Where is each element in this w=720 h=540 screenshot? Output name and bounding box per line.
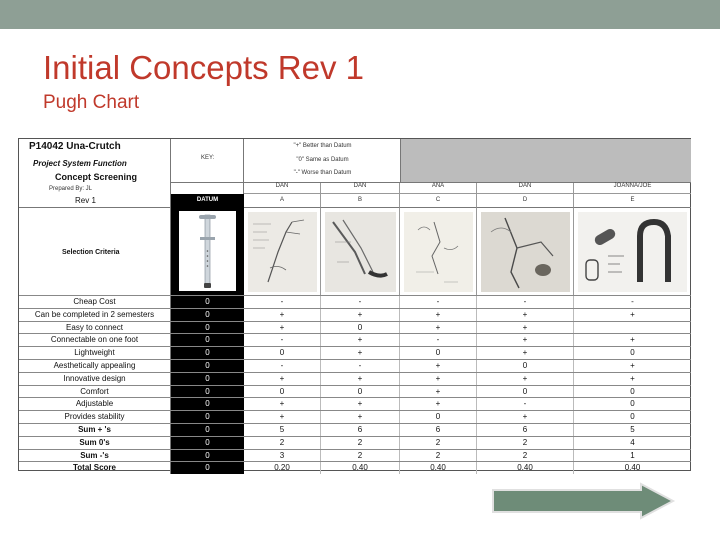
concept-author: DAN <box>321 183 400 193</box>
concept-score: + <box>321 373 400 385</box>
concept-d-sketch <box>477 207 574 295</box>
criterion-label: Can be completed in 2 semesters <box>19 309 171 321</box>
sketch-image <box>578 212 687 292</box>
criterion-label: Easy to connect <box>19 322 171 334</box>
concept-score: 2 <box>477 450 574 462</box>
criterion-label: Aesthetically appealing <box>19 360 171 372</box>
datum-score: 0 <box>171 334 244 346</box>
concept-score: 6 <box>400 424 477 436</box>
concept-author: DAN <box>477 183 574 193</box>
concept-score: + <box>244 322 321 334</box>
concept-score: + <box>244 309 321 321</box>
concept-letter: C <box>400 194 477 207</box>
legend-same: "0" Same as Datum <box>296 157 349 163</box>
concept-score: + <box>400 398 477 410</box>
project-name: P14042 Una-Crutch <box>29 141 121 152</box>
concept-score: - <box>477 296 574 308</box>
concept-e-sketch <box>574 207 691 295</box>
concept-score: - <box>244 296 321 308</box>
concept-score: 0 <box>244 386 321 398</box>
crutch-icon <box>179 211 236 291</box>
datum-crutch-image <box>171 207 244 295</box>
table-row <box>19 359 691 372</box>
concept-score: 0 <box>630 399 635 409</box>
concept-score: + <box>244 398 321 410</box>
concept-score: + <box>321 411 400 423</box>
concept-score: + <box>630 335 635 345</box>
concept-score: + <box>244 373 321 385</box>
key-cell <box>171 139 244 183</box>
table-row <box>19 461 691 474</box>
concept-score: 3 <box>244 450 321 462</box>
datum-author-cell <box>171 183 244 194</box>
concept-score: 0 <box>630 386 635 396</box>
concept-score: - <box>631 297 634 306</box>
right-arrow-icon[interactable] <box>491 482 677 520</box>
concept-score: + <box>477 373 574 385</box>
concept-score: 0.40 <box>400 462 477 474</box>
concept-score: - <box>400 334 477 346</box>
concept-score: 2 <box>400 437 477 449</box>
datum-score: 0 <box>171 411 244 423</box>
datum-score: 0 <box>171 296 244 308</box>
sketch-image <box>404 212 473 292</box>
concept-score: 0.20 <box>244 462 321 474</box>
concept-score: 0 <box>321 322 400 334</box>
criterion-label: Adjustable <box>19 398 171 410</box>
concept-score: + <box>400 360 477 372</box>
concept-score: + <box>630 373 635 383</box>
concept-score: 0.40 <box>477 462 574 474</box>
concept-score: + <box>477 347 574 359</box>
legend-worse: "-" Worse than Datum <box>293 170 352 176</box>
concept-author: DAN <box>244 183 321 193</box>
key-label: KEY: <box>201 155 215 161</box>
concept-score: 0 <box>244 347 321 359</box>
concept-c-sketch <box>400 207 477 295</box>
concept-letter-row <box>244 194 691 207</box>
datum-header: DATUM <box>171 194 244 207</box>
criterion-label: Cheap Cost <box>19 296 171 308</box>
concept-a-sketch <box>244 207 321 295</box>
concept-score: 0 <box>400 347 477 359</box>
concept-score: + <box>400 309 477 321</box>
concept-score: + <box>321 309 400 321</box>
concept-author-row <box>244 183 691 194</box>
concept-score: 6 <box>477 424 574 436</box>
concept-score: 2 <box>321 437 400 449</box>
table-row <box>19 308 691 321</box>
concept-score: + <box>400 373 477 385</box>
datum-score: 0 <box>171 386 244 398</box>
concept-score: + <box>400 386 477 398</box>
concept-score: - <box>477 398 574 410</box>
criterion-label: Connectable on one foot <box>19 334 171 346</box>
concept-score: + <box>244 411 321 423</box>
sketch-image <box>325 212 396 292</box>
concept-score: 2 <box>400 450 477 462</box>
criterion-label: Total Score <box>19 462 171 474</box>
screening-label: Concept Screening <box>55 172 138 182</box>
concept-letter: D <box>477 194 574 207</box>
concept-score: + <box>321 334 400 346</box>
criterion-label: Innovative design <box>19 373 171 385</box>
table-row <box>19 346 691 359</box>
table-row <box>19 372 691 385</box>
datum-score: 0 <box>171 373 244 385</box>
concept-score: 0 <box>477 386 574 398</box>
datum-score: 0 <box>171 424 244 436</box>
concept-score: 2 <box>321 450 400 462</box>
table-row <box>19 385 691 398</box>
concept-letter: E <box>630 197 635 203</box>
concept-score: + <box>400 322 477 334</box>
datum-score: 0 <box>171 437 244 449</box>
concept-score: - <box>400 296 477 308</box>
concept-score: + <box>477 309 574 321</box>
datum-score: 0 <box>171 462 244 474</box>
table-row <box>19 449 691 462</box>
criterion-label: Lightweight <box>19 347 171 359</box>
concept-score: 5 <box>244 424 321 436</box>
concept-score: 0 <box>400 411 477 423</box>
table-row <box>19 397 691 410</box>
selection-criteria-cell <box>19 207 171 295</box>
concept-score: 0 <box>630 348 635 358</box>
concept-score: - <box>321 296 400 308</box>
top-banner <box>0 0 720 29</box>
concept-letter: A <box>244 194 321 207</box>
legend-cell <box>244 139 401 183</box>
criterion-label: Comfort <box>19 386 171 398</box>
table-row <box>19 333 691 346</box>
revision-label: Rev 1 <box>75 196 96 205</box>
concept-score: + <box>321 347 400 359</box>
concept-score: + <box>477 334 574 346</box>
datum-score: 0 <box>171 450 244 462</box>
concept-score: 0.40 <box>624 463 641 473</box>
table-row <box>19 436 691 449</box>
criterion-label: Sum + 's <box>19 424 171 436</box>
datum-score: 0 <box>171 398 244 410</box>
project-header <box>19 139 171 207</box>
pugh-chart-table <box>18 138 691 471</box>
slide-subtitle: Pugh Chart <box>43 92 140 113</box>
table-row <box>19 321 691 334</box>
concept-score: 4 <box>630 437 635 447</box>
concept-score: + <box>630 309 635 319</box>
concept-score: 2 <box>244 437 321 449</box>
sketch-image <box>248 212 317 292</box>
project-function: Project System Function <box>33 159 127 168</box>
selection-criteria-label: Selection Criteria <box>62 249 120 256</box>
datum-score: 0 <box>171 322 244 334</box>
concept-author: JOANNA/JOE <box>613 183 652 189</box>
concept-score: 6 <box>321 424 400 436</box>
slide-title: Initial Concepts Rev 1 <box>43 49 364 86</box>
criterion-label: Sum -'s <box>19 450 171 462</box>
datum-score: 0 <box>171 309 244 321</box>
concept-score: 0 <box>321 386 400 398</box>
header-filler <box>401 139 691 183</box>
datum-score: 0 <box>171 347 244 359</box>
concept-score: 0.40 <box>321 462 400 474</box>
legend-better: "+" Better than Datum <box>293 143 352 149</box>
table-row <box>19 410 691 423</box>
datum-score: 0 <box>171 360 244 372</box>
concept-score: 2 <box>477 437 574 449</box>
concept-score: - <box>244 334 321 346</box>
concept-score: - <box>321 360 400 372</box>
criterion-label: Sum 0's <box>19 437 171 449</box>
concept-score: + <box>321 398 400 410</box>
concept-score: - <box>244 360 321 372</box>
table-row <box>19 423 691 436</box>
concept-score: 5 <box>630 425 635 434</box>
concept-letter: B <box>321 194 400 207</box>
concept-b-sketch <box>321 207 400 295</box>
concept-author: ANA <box>400 183 477 193</box>
criterion-label: Provides stability <box>19 411 171 423</box>
concept-score: + <box>477 322 574 334</box>
concept-score: + <box>630 361 635 370</box>
concept-score: + <box>477 411 574 423</box>
concept-score: 0 <box>477 360 574 372</box>
concept-score: 0 <box>630 412 635 422</box>
concept-score <box>574 322 691 334</box>
concept-score: 1 <box>630 450 635 460</box>
table-row <box>19 295 691 308</box>
prepared-by: Prepared By: JL <box>49 186 93 192</box>
sketch-image <box>481 212 570 292</box>
